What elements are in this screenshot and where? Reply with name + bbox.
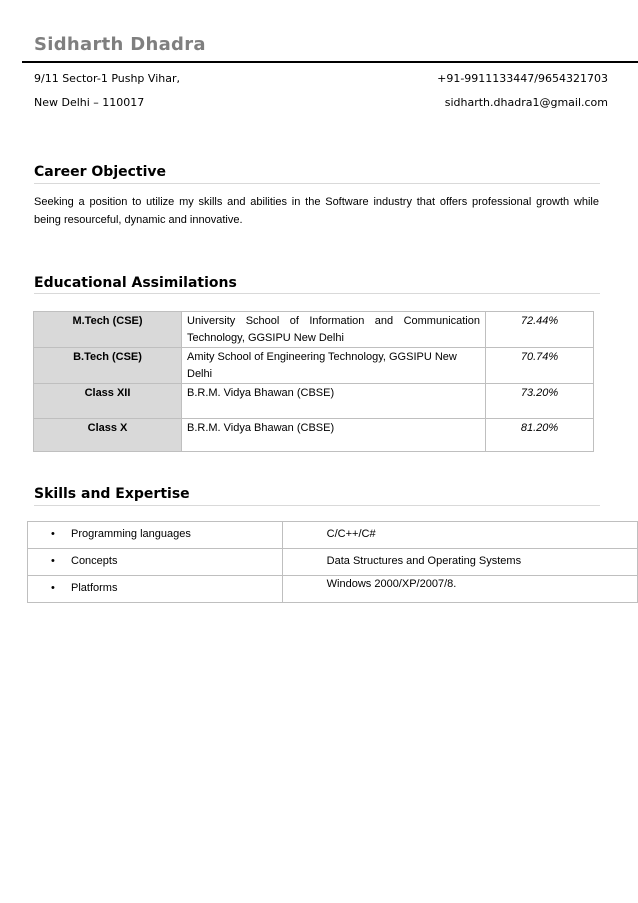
degree-cell: Class XII: [34, 384, 182, 419]
percentage-cell: 81.20%: [486, 419, 594, 452]
bullet-icon: •: [51, 582, 55, 594]
skill-row: [28, 576, 638, 603]
skill-label: Concepts: [71, 555, 118, 567]
skill-row: [28, 549, 638, 576]
education-row: [34, 419, 594, 452]
skills-table: [27, 521, 638, 603]
education-divider: [34, 293, 600, 294]
institute-cell: B.R.M. Vidya Bhawan (CBSE): [182, 384, 486, 419]
degree-cell: M.Tech (CSE): [34, 312, 182, 348]
education-row: [34, 348, 594, 384]
address-line-1: 9/11 Sector-1 Pushp Vihar,: [34, 72, 180, 85]
phone-number: +91-9911133447/9654321703: [437, 72, 608, 85]
header-divider: [22, 61, 638, 63]
education-heading: Educational Assimilations: [34, 275, 237, 291]
percentage-cell: 70.74%: [486, 348, 594, 384]
institute-cell: University School of Information and Communication Technology, GGSIPU New Delhi: [182, 312, 486, 348]
career-objective-heading: Career Objective: [34, 164, 167, 180]
institute-cell: B.R.M. Vidya Bhawan (CBSE): [182, 419, 486, 452]
career-objective-text: Seeking a position to utilize my skills and abilities in the Software industry that offers professional growth while being resourceful, dynamic and innovative.: [34, 196, 599, 226]
skill-value: Data Structures and Operating Systems: [282, 549, 637, 576]
degree-cell: Class X: [34, 419, 182, 452]
bullet-icon: •: [51, 528, 55, 540]
skills-divider: [34, 505, 600, 506]
career-objective-divider: [34, 183, 600, 184]
candidate-name: Sidharth Dhadra: [34, 34, 206, 55]
address-line-2: New Delhi – 110017: [34, 96, 145, 109]
skill-label: Programming languages: [71, 528, 191, 540]
skill-label: Platforms: [71, 582, 118, 594]
percentage-cell: 73.20%: [486, 384, 594, 419]
skills-heading: Skills and Expertise: [34, 486, 190, 502]
education-row: [34, 384, 594, 419]
degree-cell: B.Tech (CSE): [34, 348, 182, 384]
email-address: sidharth.dhadra1@gmail.com: [444, 96, 608, 109]
institute-cell: Amity School of Engineering Technology, GGSIPU New Delhi: [182, 348, 486, 384]
skill-value: C/C++/C#: [282, 522, 637, 549]
percentage-cell: 72.44%: [486, 312, 594, 348]
skill-value: Windows 2000/XP/2007/8.: [282, 576, 637, 603]
bullet-icon: •: [51, 555, 55, 567]
education-row: [34, 312, 594, 348]
skill-row: [28, 522, 638, 549]
education-table: [33, 311, 594, 452]
